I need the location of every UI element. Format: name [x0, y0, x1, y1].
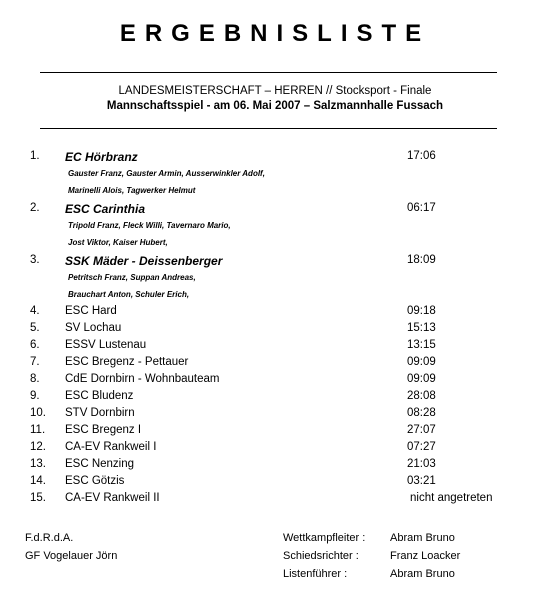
result-time: 09:09 [407, 373, 436, 385]
result-rank: 4. [30, 305, 40, 317]
result-team: ESSV Lustenau [65, 339, 147, 351]
result-time: 17:06 [407, 150, 436, 162]
result-team: ESC Bludenz [65, 390, 134, 402]
result-rank: 10. [30, 407, 46, 419]
result-time: 13:15 [407, 339, 436, 351]
result-row [0, 254, 550, 270]
role-name: Abram Bruno [390, 568, 455, 580]
result-time: 07:27 [407, 441, 436, 453]
result-row [0, 305, 550, 321]
result-rank: 7. [30, 356, 40, 368]
footer-fdrda: F.d.R.d.A. [25, 532, 74, 544]
result-team: CdE Dornbirn - Wohnbauteam [65, 373, 220, 385]
result-row [0, 202, 550, 218]
result-rank: 14. [30, 475, 46, 487]
result-row [0, 407, 550, 423]
result-rank: 8. [30, 373, 40, 385]
result-row [0, 475, 550, 491]
result-row [0, 441, 550, 457]
event-subtitle: LANDESMEISTERSCHAFT – HERREN // Stocksport - Finale [118, 85, 432, 97]
result-rank: 9. [30, 390, 40, 402]
result-row [0, 492, 550, 508]
result-row [0, 150, 550, 166]
team-members: Petritsch Franz, Suppan Andreas, [68, 273, 196, 282]
result-row [0, 458, 550, 474]
result-team: SV Lochau [65, 322, 122, 334]
result-time: nicht angetreten [410, 492, 493, 504]
result-row [0, 373, 550, 389]
result-rank: 11. [30, 424, 46, 436]
result-time: 28:08 [407, 390, 436, 402]
result-time: 09:18 [407, 305, 436, 317]
result-rank: 15. [30, 492, 46, 504]
footer-author: GF Vogelauer Jörn [25, 550, 118, 562]
role-label: Wettkampfleiter : [283, 532, 366, 544]
result-time: 08:28 [407, 407, 436, 419]
team-members: Brauchart Anton, Schuler Erich, [68, 290, 190, 299]
result-time: 18:09 [407, 254, 436, 266]
result-row [0, 339, 550, 355]
result-rank: 13. [30, 458, 46, 470]
result-team: CA-EV Rankweil I [65, 441, 157, 453]
result-team: CA-EV Rankweil II [65, 492, 160, 504]
result-time: 03:21 [407, 475, 436, 487]
divider-top [40, 72, 497, 73]
team-members: Tripold Franz, Fleck Willi, Tavernaro Mario, [68, 221, 231, 230]
role-name: Franz Loacker [390, 550, 461, 562]
role-name: Abram Bruno [390, 532, 455, 544]
result-team: ESC Nenzing [65, 458, 135, 470]
result-team: ESC Götzis [65, 475, 125, 487]
result-time: 27:07 [407, 424, 436, 436]
role-label: Schiedsrichter : [283, 550, 359, 562]
result-time: 15:13 [407, 322, 436, 334]
result-rank: 3. [30, 254, 40, 266]
role-label: Listenführer : [283, 568, 348, 580]
result-time: 21:03 [407, 458, 436, 470]
result-rank: 12. [30, 441, 46, 453]
result-team: ESC Bregenz - Pettauer [65, 356, 189, 368]
result-team: STV Dornbirn [65, 407, 135, 419]
result-team: SSK Mäder - Deissenberger [65, 254, 223, 268]
result-rank: 2. [30, 202, 40, 214]
result-row [0, 424, 550, 440]
team-members: Marinelli Alois, Tagwerker Helmut [68, 186, 196, 195]
result-rank: 1. [30, 150, 40, 162]
result-team: ESC Hard [65, 305, 117, 317]
team-members: Jost Viktor, Kaiser Hubert, [68, 238, 168, 247]
result-row [0, 322, 550, 338]
result-time: 06:17 [407, 202, 436, 214]
result-time: 09:09 [407, 356, 436, 368]
event-details: Mannschaftsspiel - am 06. Mai 2007 – Salzmannhalle Fussach [106, 100, 444, 112]
team-members: Gauster Franz, Gauster Armin, Ausserwinkler Adolf, [68, 169, 265, 178]
page-title: ERGEBNISLISTE [119, 20, 431, 47]
divider-bottom [40, 128, 497, 129]
result-row [0, 390, 550, 406]
result-team: EC Hörbranz [65, 150, 138, 164]
result-row [0, 356, 550, 372]
result-rank: 6. [30, 339, 40, 351]
result-rank: 5. [30, 322, 40, 334]
result-team: ESC Carinthia [65, 202, 146, 216]
result-team: ESC Bregenz I [65, 424, 142, 436]
